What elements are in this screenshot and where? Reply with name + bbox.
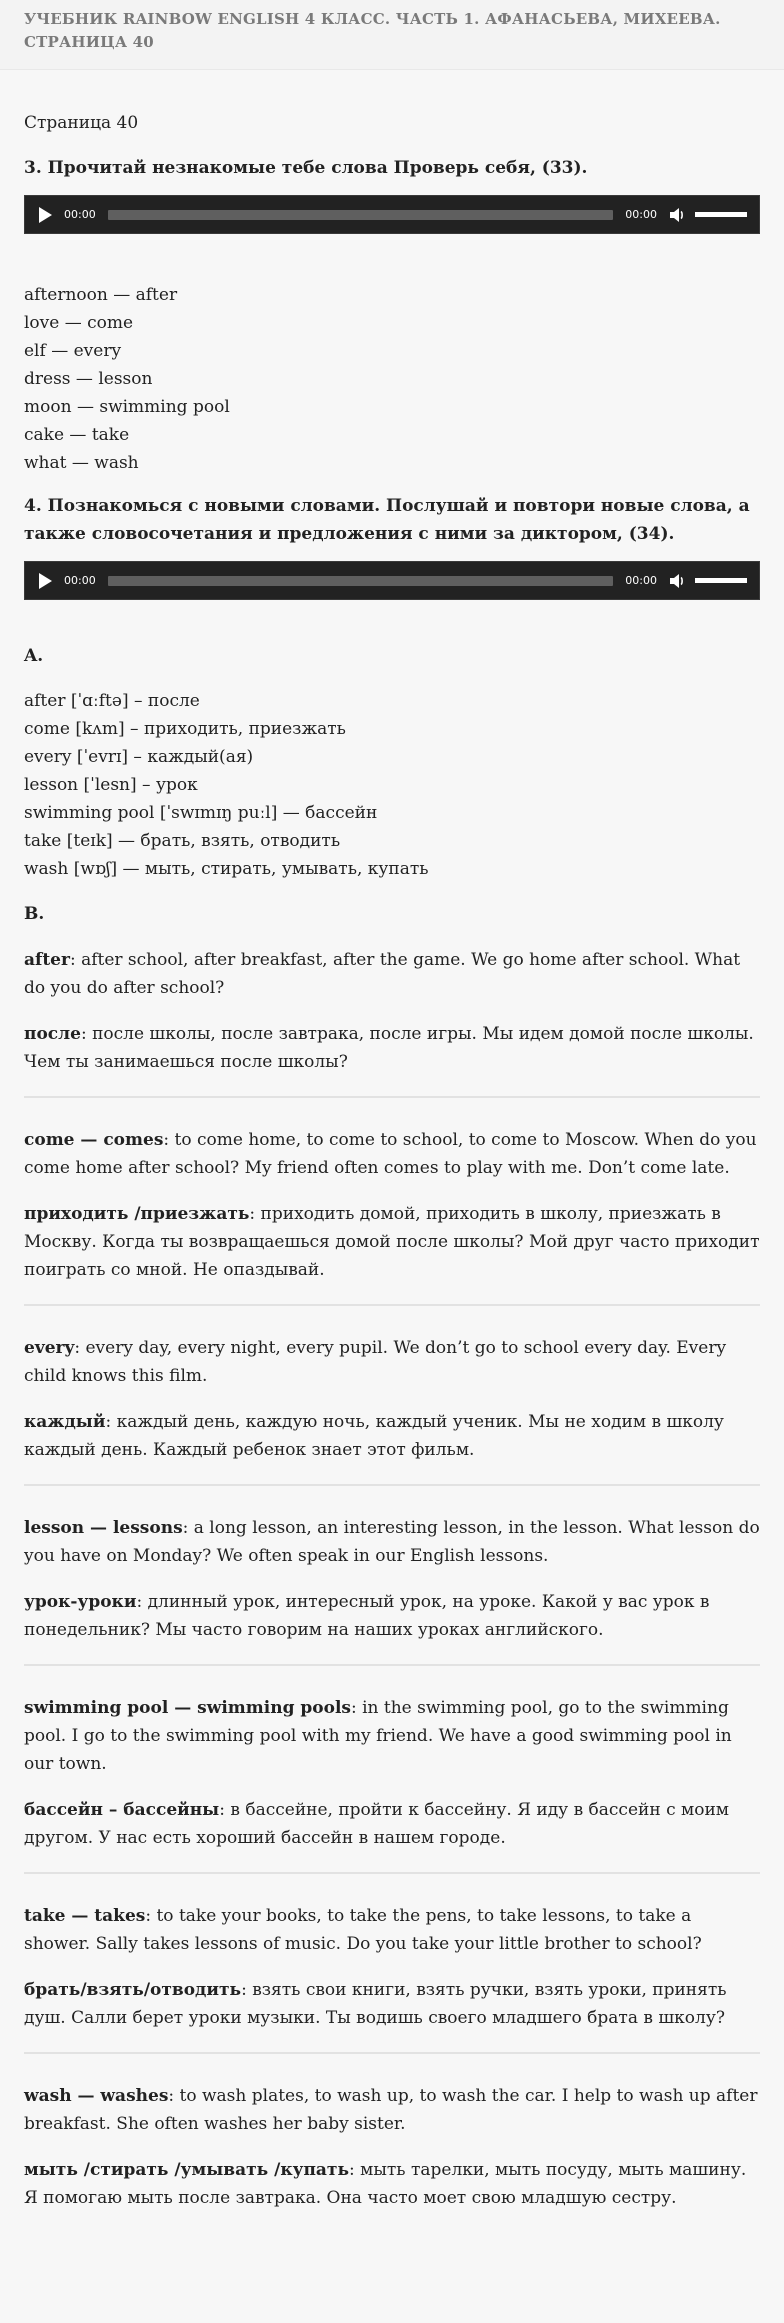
entry-headword: take — takes xyxy=(24,1906,146,1926)
audio-player-task-4 xyxy=(24,561,760,600)
list-item: swimming pool [ˈswɪmɪŋ puːl] — бассейн xyxy=(24,803,378,823)
entry-russian: после: после школы, после завтрака, после игры. Мы идем домой после школы. Чем ты занимаешься после школы? xyxy=(24,1024,754,1072)
entry-russian: урок-уроки: длинный урок, интересный урок, на уроке. Какой у вас урок в понедельник? Мы часто говорим на наших уроках английского. xyxy=(24,1592,710,1640)
audio-player-task-3 xyxy=(24,195,760,234)
divider xyxy=(24,1304,760,1306)
list-item: come [kʌm] – приходить, приезжать xyxy=(24,719,346,739)
entry-english: take — takes: to take your books, to take the pens, to take lessons, to take a shower. Sally takes lessons of music. Do you take your little brother to school? xyxy=(24,1906,702,1954)
list-item: what — wash xyxy=(24,453,139,473)
section-b-heading: B. xyxy=(24,904,45,924)
entry-headword: брать/взять/отводить xyxy=(24,1980,242,2000)
entry-headword: каждый xyxy=(24,1412,106,1432)
entry-headword: после xyxy=(24,1024,81,1044)
entry-russian: приходить /приезжать: приходить домой, приходить в школу, приезжать в Москву. Когда ты возвращаешься домой после школы? Мой друг часто приходит поиграть со мной. Не опаздывай. xyxy=(24,1204,760,1280)
vocab-entry xyxy=(24,946,760,1076)
entry-russian: брать/взять/отводить: взять свои книги, взять ручки, взять уроки, принять душ. Салли берет уроки музыки. Ты водишь своего младшего брата в школу? xyxy=(24,1980,727,2028)
vocab-entry xyxy=(24,1902,760,2032)
vocab-entry xyxy=(24,2082,760,2212)
entry-headword: мыть /стирать /умывать /купать xyxy=(24,2160,350,2180)
divider xyxy=(24,1096,760,1098)
speaker-icon[interactable] xyxy=(669,207,685,223)
divider xyxy=(24,2052,760,2054)
entry-headword: every xyxy=(24,1338,75,1358)
entry-headword: lesson — lessons xyxy=(24,1518,183,1538)
entry-headword: урок-уроки xyxy=(24,1592,137,1612)
entry-russian: каждый: каждый день, каждую ночь, каждый ученик. Мы не ходим в школу каждый день. Каждый ребенок знает этот фильм. xyxy=(24,1412,724,1460)
entry-english: after: after school, after breakfast, after the game. We go home after school. What do you do after school? xyxy=(24,950,741,998)
task-4-title: 4. Познакомься с новыми словами. Послушай и повтори новые слова, а также словосочетания и предложения с ними за диктором, (34). xyxy=(24,496,750,544)
page-header xyxy=(0,0,784,70)
entry-russian: мыть /стирать /умывать /купать: мыть тарелки, мыть посуду, мыть машину. Я помогаю мыть после завтрака. Она часто моет свою младшую сестру. xyxy=(24,2160,747,2208)
entry-headword: приходить /приезжать xyxy=(24,1204,250,1224)
page-label: Страница 40 xyxy=(24,113,139,133)
list-item: after [ˈɑːftə] – после xyxy=(24,691,200,711)
entry-english: wash — washes: to wash plates, to wash up, to wash the car. I help to wash up after breakfast. She often washes her baby sister. xyxy=(24,2086,758,2134)
entry-headword: swimming pool — swimming pools xyxy=(24,1698,351,1718)
vocab-entry xyxy=(24,1694,760,1852)
word-list xyxy=(24,281,760,477)
list-item: cake — take xyxy=(24,425,130,445)
entry-english: swimming pool — swimming pools: in the swimming pool, go to the swimming pool. I go to the swimming pool with my friend. We have a good swimming pool in our town. xyxy=(24,1698,732,1774)
speaker-icon[interactable] xyxy=(669,573,685,589)
list-item: dress — lesson xyxy=(24,369,153,389)
divider xyxy=(24,1664,760,1666)
main-content xyxy=(0,110,784,2212)
current-time: 00:00 xyxy=(64,207,96,221)
list-item: every [ˈevrɪ] – каждый(ая) xyxy=(24,747,254,767)
volume-control[interactable] xyxy=(669,207,747,223)
progress-rail[interactable] xyxy=(108,576,614,586)
entry-headword: бассейн – бассейны xyxy=(24,1800,220,1820)
entry-headword: come — comes xyxy=(24,1130,164,1150)
list-item: afternoon — after xyxy=(24,285,178,305)
vocab-list xyxy=(24,687,760,883)
list-item: moon — swimming pool xyxy=(24,397,230,417)
entry-headword: after xyxy=(24,950,70,970)
duration-time: 00:00 xyxy=(625,207,657,221)
duration-time: 00:00 xyxy=(625,573,657,587)
divider xyxy=(24,1484,760,1486)
section-a-heading: A. xyxy=(24,646,44,666)
play-icon[interactable] xyxy=(39,207,52,223)
vocab-entry xyxy=(24,1514,760,1644)
list-item: lesson [ˈlesn] – урок xyxy=(24,775,198,795)
progress-rail[interactable] xyxy=(108,210,614,220)
volume-slider[interactable] xyxy=(695,212,747,217)
vocab-entry xyxy=(24,1126,760,1284)
entry-english: lesson — lessons: a long lesson, an interesting lesson, in the lesson. What lesson do you have on Monday? We often speak in our English lessons. xyxy=(24,1518,760,1566)
list-item: take [teɪk] — брать, взять, отводить xyxy=(24,831,341,851)
entry-headword: wash — washes xyxy=(24,2086,169,2106)
entry-english: every: every day, every night, every pupil. We don’t go to school every day. Every child knows this film. xyxy=(24,1338,727,1386)
list-item: elf — every xyxy=(24,341,122,361)
task-3-title: 3. Прочитай незнакомые тебе слова Проверь себя, (33). xyxy=(24,158,588,178)
divider xyxy=(24,1872,760,1874)
list-item: love — come xyxy=(24,313,134,333)
page-title: УЧЕБНИК RAINBOW ENGLISH 4 КЛАСС. ЧАСТЬ 1. АФАНАСЬЕВА, МИХЕЕВА. СТРАНИЦА 40 xyxy=(24,10,721,51)
current-time: 00:00 xyxy=(64,573,96,587)
vocab-entry xyxy=(24,1334,760,1464)
play-icon[interactable] xyxy=(39,573,52,589)
volume-slider[interactable] xyxy=(695,578,747,583)
entry-russian: бассейн – бассейны: в бассейне, пройти к бассейну. Я иду в бассейн с моим другом. У нас есть хороший бассейн в нашем городе. xyxy=(24,1800,730,1848)
list-item: wash [wɒʃ] — мыть, стирать, умывать, купать xyxy=(24,859,429,879)
volume-control[interactable] xyxy=(669,573,747,589)
entry-english: come — comes: to come home, to come to school, to come to Moscow. When do you come home after school? My friend often comes to play with me. Don’t come late. xyxy=(24,1130,757,1178)
